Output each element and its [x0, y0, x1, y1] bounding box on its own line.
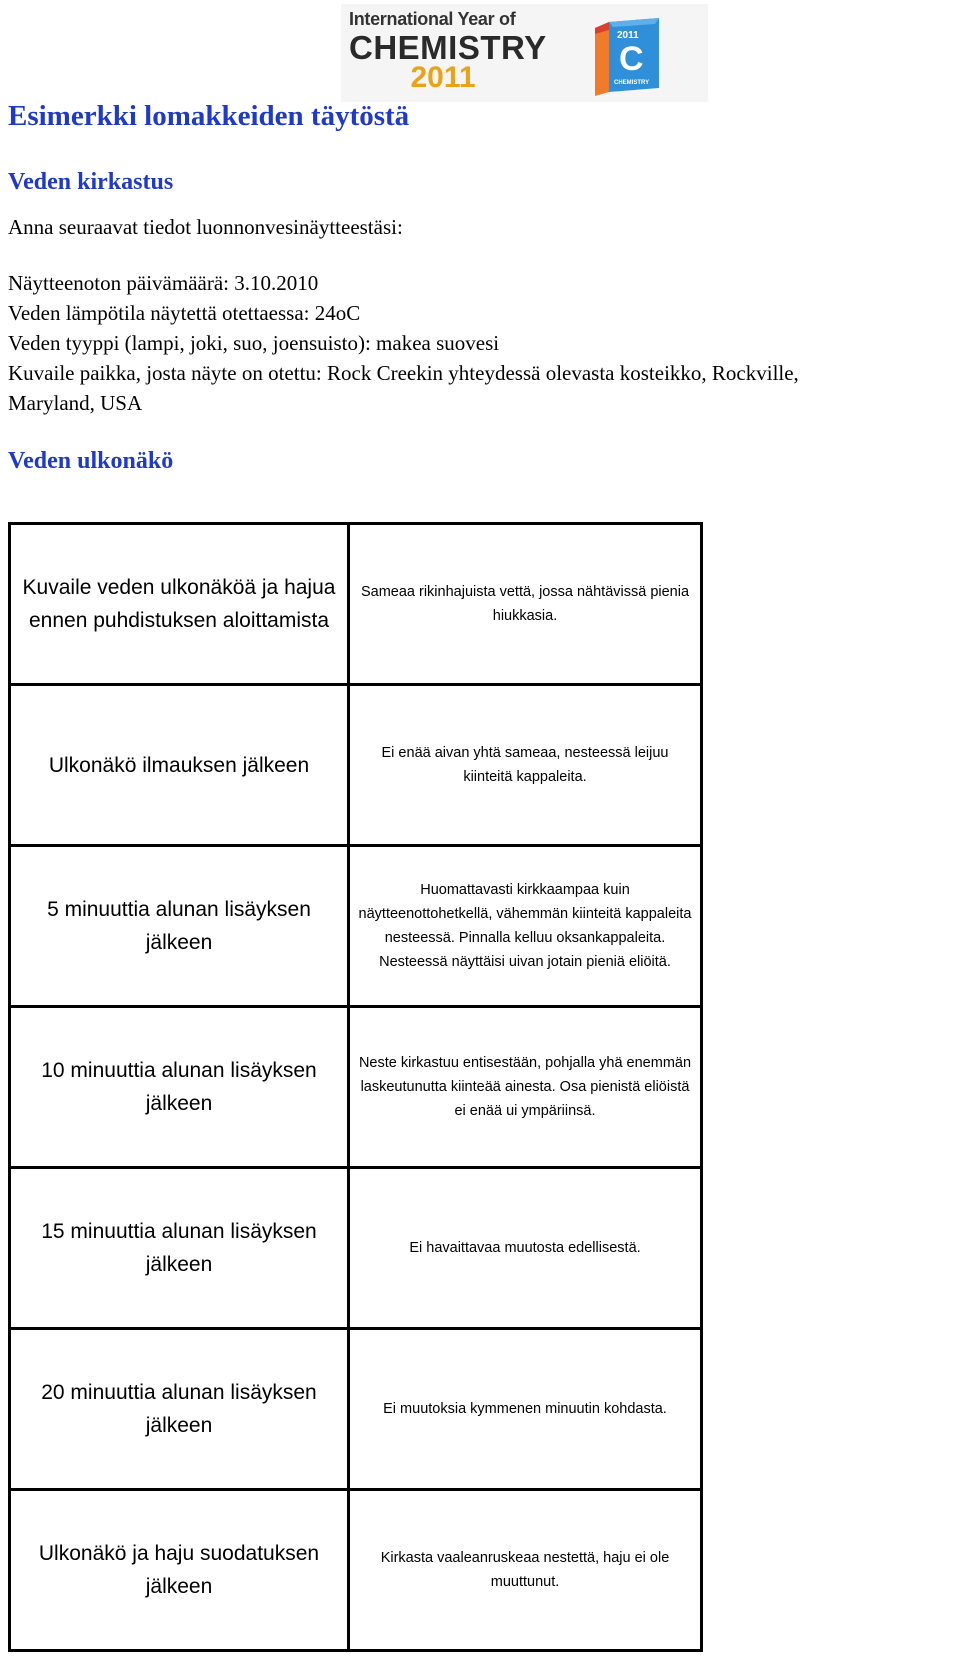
section-heading-appearance: Veden ulkonäkö	[8, 448, 174, 474]
location-line: Kuvaile paikka, josta näyte on otettu: Rock Creekin yhteydessä olevasta kosteikko, Rockville,	[8, 361, 799, 385]
table-row	[10, 524, 702, 685]
row-value: Kirkasta vaaleanruskeaa nestettä, haju ei ole muuttunut.	[349, 1490, 702, 1651]
section-heading-clarification: Veden kirkastus	[8, 169, 174, 195]
sample-date-line: Näytteenoton päivämäärä: 3.10.2010	[8, 271, 319, 295]
chemistry-cube-icon	[589, 18, 667, 100]
water-type-line: Veden tyyppi (lampi, joki, suo, joensuisto): makea suovesi	[8, 331, 500, 355]
logo-mark-letter: C	[619, 40, 644, 78]
table-row	[10, 1490, 702, 1651]
row-value: Ei enää aivan yhtä sameaa, nesteessä leijuu kiinteitä kappaleita.	[349, 685, 702, 846]
table-row	[10, 846, 702, 1007]
logo-line-2: CHEMISTRY	[349, 29, 547, 66]
observation-table	[8, 522, 703, 1652]
table-row	[10, 1329, 702, 1490]
table-row	[10, 1168, 702, 1329]
logo-wordmark	[349, 9, 547, 94]
row-label: Ulkonäkö ilmauksen jälkeen	[10, 685, 349, 846]
row-value: Neste kirkastuu entisestään, pohjalla yhä enemmän laskeutunutta kiinteää ainesta. Osa pienistä eliöistä ei enää ui ympäriinsä.	[349, 1007, 702, 1168]
row-value: Sameaa rikinhajuista vettä, jossa nähtävissä pienia hiukkasia.	[349, 524, 702, 685]
row-label: 15 minuuttia alunan lisäyksen jälkeen	[10, 1168, 349, 1329]
row-label: 20 minuuttia alunan lisäyksen jälkeen	[10, 1329, 349, 1490]
row-value: Huomattavasti kirkkaampaa kuin näytteenottohetkellä, vähemmän kiinteitä kappaleita nesteessä. Pinnalla kelluu oksankappaleita. Nesteessä näyttäisi uivan jotain pieniä eliöitä.	[349, 846, 702, 1007]
row-value: Ei havaittavaa muutosta edellisestä.	[349, 1168, 702, 1329]
page-title: Esimerkki lomakkeiden täytöstä	[8, 100, 410, 132]
table-row	[10, 1007, 702, 1168]
logo-mark-year: 2011	[617, 30, 639, 41]
row-label: 10 minuuttia alunan lisäyksen jälkeen	[10, 1007, 349, 1168]
logo-line-3: 2011	[410, 61, 476, 94]
table-row	[10, 685, 702, 846]
iyc-logo	[341, 4, 708, 102]
row-label: Kuvaile veden ulkonäköä ja hajua ennen puhdistuksen aloittamista	[10, 524, 349, 685]
row-label: Ulkonäkö ja haju suodatuksen jälkeen	[10, 1490, 349, 1651]
logo-line-1: International Year of	[349, 9, 516, 29]
row-label: 5 minuuttia alunan lisäyksen jälkeen	[10, 846, 349, 1007]
water-temperature-line: Veden lämpötila näytettä otettaessa: 24oC	[8, 301, 361, 325]
row-value: Ei muutoksia kymmenen minuutin kohdasta.	[349, 1329, 702, 1490]
location-line-continued: Maryland, USA	[8, 391, 143, 415]
intro-text: Anna seuraavat tiedot luonnonvesinäytteestäsi:	[8, 215, 403, 239]
logo-mark-caption: CHEMISTRY	[614, 80, 650, 86]
